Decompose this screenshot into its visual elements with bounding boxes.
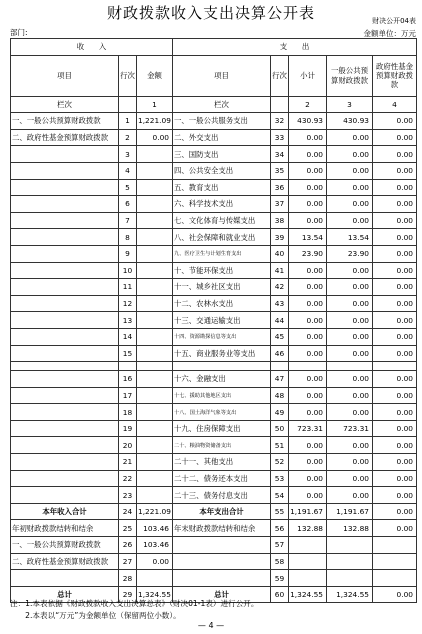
income-item-cell [11,387,119,404]
expense-item-cell: 十六、金融支出 [173,371,271,388]
general-budget-cell: 0.00 [327,129,373,146]
expense-item-cell: 二十二、债务还本支出 [173,470,271,487]
subtotal-cell: 0.00 [289,345,327,362]
income-amount-cell [137,196,173,213]
expense-row-no-cell: 51 [271,437,289,454]
income-amount-cell: 0.00 [137,553,173,570]
subtotal-cell: 0.00 [289,328,327,345]
income-row-no-cell: 12 [119,295,137,312]
income-amount-cell: 103.46 [137,520,173,537]
income-item-header: 项目 [11,55,119,96]
income-item-cell [11,295,119,312]
expense-row-no-cell: 50 [271,420,289,437]
income-row-no-cell: 3 [119,146,137,163]
income-row-no-cell: 8 [119,229,137,246]
expense-row-no-cell: 39 [271,229,289,246]
income-amount-cell [137,387,173,404]
expense-item-cell: 年末财政拨款结转和结余 [173,520,271,537]
expense-row-no-cell: 56 [271,520,289,537]
gov-fund-cell: 0.00 [373,146,417,163]
income-amount-cell [137,437,173,454]
income-amount-cell [137,345,173,362]
income-item-cell [11,146,119,163]
gov-fund-cell: 0.00 [373,312,417,329]
subtotal-cell: 0.00 [289,437,327,454]
income-item-cell: 一、一般公共预算财政拨款 [11,537,119,554]
gov-fund-cell: 0.00 [373,113,417,130]
income-row-no-cell: 13 [119,312,137,329]
page-number: — 4 — [197,621,225,630]
income-item-cell [11,371,119,388]
income-amount-cell [137,229,173,246]
income-amount-cell [137,420,173,437]
general-budget-header: 一般公共预算财政拨款 [327,55,373,96]
income-item-cell: 总计 [11,586,119,603]
subtotal-cell: 132.88 [289,520,327,537]
subtotal-cell: 0.00 [289,454,327,471]
income-item-cell [11,212,119,229]
general-budget-cell: 0.00 [327,454,373,471]
gov-fund-cell: 0.00 [373,387,417,404]
subtotal-cell: 0.00 [289,129,327,146]
subtotal-cell: 0.00 [289,179,327,196]
subtotal-cell [289,570,327,587]
income-row-no-cell: 19 [119,420,137,437]
table-row [11,570,417,587]
income-amount-cell: 1,324.55 [137,586,173,603]
income-amount-cell: 0.00 [137,129,173,146]
income-item-cell [11,262,119,279]
general-budget-cell: 0.00 [327,371,373,388]
gov-fund-cell: 0.00 [373,212,417,229]
expense-row-no-cell: 32 [271,113,289,130]
subtotal-cell: 13.54 [289,229,327,246]
income-item-cell [11,312,119,329]
expense-row-no-cell: 33 [271,129,289,146]
general-budget-cell: 723.31 [327,420,373,437]
general-budget-cell [327,570,373,587]
income-row-no-cell: 29 [119,586,137,603]
income-row-no-cell: 21 [119,454,137,471]
subtotal-header: 小计 [289,55,327,96]
income-row-no-cell: 23 [119,487,137,504]
subtotal-cell: 723.31 [289,420,327,437]
general-budget-cell: 0.00 [327,387,373,404]
general-budget-cell: 1,191.67 [327,503,373,520]
income-row-no-cell: 20 [119,437,137,454]
income-row-no-cell: 26 [119,537,137,554]
gov-fund-cell: 0.00 [373,295,417,312]
gov-fund-cell: 0.00 [373,487,417,504]
income-amount-cell: 1,221.09 [137,113,173,130]
subtotal-cell: 0.00 [289,404,327,421]
table-row [11,162,417,179]
income-item-cell: 年初财政拨款结转和结余 [11,520,119,537]
table-row [11,371,417,388]
table-row [11,295,417,312]
expense-item-cell: 二十三、债务付息支出 [173,487,271,504]
expense-row-no-cell: 58 [271,553,289,570]
expense-item-cell: 八、社会保障和就业支出 [173,229,271,246]
expense-row-no-cell: 41 [271,262,289,279]
expense-item-cell [173,553,271,570]
subtotal-cell: 0.00 [289,279,327,296]
col4-label: 4 [373,96,417,113]
income-row-no-cell: 27 [119,553,137,570]
gov-fund-cell [373,553,417,570]
gov-fund-cell: 0.00 [373,520,417,537]
expense-header: 支 出 [173,39,417,56]
general-budget-cell: 0.00 [327,312,373,329]
general-budget-cell: 0.00 [327,279,373,296]
table-row [11,312,417,329]
income-item-cell [11,420,119,437]
subtotal-cell: 0.00 [289,371,327,388]
expense-row-no-cell: 43 [271,295,289,312]
expense-item-cell [173,537,271,554]
general-budget-cell: 430.93 [327,113,373,130]
general-budget-cell: 0.00 [327,295,373,312]
gov-fund-cell: 0.00 [373,404,417,421]
income-item-cell [11,437,119,454]
gov-fund-cell: 0.00 [373,279,417,296]
subtotal-cell [289,553,327,570]
table-row [11,420,417,437]
income-row-no-cell: 2 [119,129,137,146]
form-code: 财决公开04表 [372,17,416,25]
income-amount-cell [137,262,173,279]
general-budget-cell: 1,324.55 [327,586,373,603]
general-budget-cell: 0.00 [327,146,373,163]
gov-fund-cell: 0.00 [373,162,417,179]
note-line-1: 注：1.本表依据《财政拨款收入支出决算总表》（财决01-1表）进行公开。 [10,599,259,608]
table-row [11,437,417,454]
subtotal-cell: 1,191.67 [289,503,327,520]
general-budget-cell: 132.88 [327,520,373,537]
income-item-cell [11,196,119,213]
table-row [11,537,417,554]
general-budget-cell: 0.00 [327,212,373,229]
general-budget-cell: 13.54 [327,229,373,246]
subtotal-cell: 0.00 [289,387,327,404]
income-amount-cell [137,279,173,296]
subtotal-cell: 0.00 [289,487,327,504]
table-row [11,553,417,570]
income-item-cell: 本年收入合计 [11,503,119,520]
general-budget-cell: 0.00 [327,470,373,487]
expense-row-no-cell: 52 [271,454,289,471]
table-row [11,345,417,362]
gov-fund-cell: 0.00 [373,129,417,146]
finance-table [10,38,417,603]
expense-row-no-cell: 40 [271,245,289,262]
income-item-cell [11,570,119,587]
income-amount-cell [137,487,173,504]
general-budget-cell: 23.90 [327,245,373,262]
expense-item-cell [173,570,271,587]
table-row [11,196,417,213]
subtotal-cell: 23.90 [289,245,327,262]
expense-row-no-cell: 60 [271,586,289,603]
page-break-gap [11,362,417,371]
expense-row-no-cell: 49 [271,404,289,421]
gov-fund-cell: 0.00 [373,454,417,471]
income-col-label: 栏次 [11,96,119,113]
expense-row-no-cell: 54 [271,487,289,504]
subtotal-cell: 0.00 [289,196,327,213]
expense-item-cell: 二、外交支出 [173,129,271,146]
subtotal-cell: 1,324.55 [289,586,327,603]
gov-fund-cell: 0.00 [373,262,417,279]
table-row [11,229,417,246]
table-row [11,404,417,421]
gov-fund-cell: 0.00 [373,328,417,345]
col3-label: 3 [327,96,373,113]
income-item-cell [11,229,119,246]
subtotal-cell: 0.00 [289,262,327,279]
income-row-no-cell: 28 [119,570,137,587]
income-row-no-cell: 5 [119,179,137,196]
gov-fund-cell: 0.00 [373,179,417,196]
gov-fund-header: 政府性基金预算财政拨款 [373,55,417,96]
general-budget-cell: 0.00 [327,196,373,213]
gov-fund-cell: 0.00 [373,245,417,262]
table-row [11,129,417,146]
table-row [11,179,417,196]
table-row [11,520,417,537]
table-row [11,503,417,520]
expense-row-no-cell: 47 [271,371,289,388]
income-item-cell [11,328,119,345]
income-row-no-cell: 10 [119,262,137,279]
income-amount-cell [137,245,173,262]
expense-item-cell: 三、国防支出 [173,146,271,163]
income-amount-cell [137,328,173,345]
income-item-cell [11,279,119,296]
expense-row-no-cell: 34 [271,146,289,163]
gov-fund-cell: 0.00 [373,437,417,454]
expense-row-no-cell: 48 [271,387,289,404]
income-item-cell: 二、政府性基金预算财政拨款 [11,129,119,146]
income-row-no-cell: 1 [119,113,137,130]
gov-fund-cell: 0.00 [373,470,417,487]
department-label: 部门: [10,28,28,37]
expense-item-cell: 本年支出合计 [173,503,271,520]
income-row-no-cell: 9 [119,245,137,262]
expense-row-no-cell: 35 [271,162,289,179]
general-budget-cell: 0.00 [327,179,373,196]
gov-fund-cell [373,537,417,554]
expense-item-cell: 七、文化体育与传媒支出 [173,212,271,229]
expense-item-cell: 十五、商业服务业等支出 [173,345,271,362]
table-row [11,146,417,163]
gov-fund-cell: 0.00 [373,196,417,213]
income-row-no-cell: 16 [119,371,137,388]
expense-item-cell: 四、公共安全支出 [173,162,271,179]
income-amount-cell [137,295,173,312]
income-amount-cell: 103.46 [137,537,173,554]
income-item-cell [11,162,119,179]
income-row-no-cell: 15 [119,345,137,362]
gov-fund-cell: 0.00 [373,420,417,437]
income-row-no-cell: 25 [119,520,137,537]
general-budget-cell: 0.00 [327,345,373,362]
unit-label: 金额单位：万元 [363,29,416,38]
expense-row-no-cell: 53 [271,470,289,487]
income-item-cell [11,454,119,471]
income-item-cell: 一、一般公共预算财政拨款 [11,113,119,130]
table-row [11,245,417,262]
report-title: 财政拨款收入支出决算公开表 [106,4,315,22]
expense-row-no-cell: 59 [271,570,289,587]
income-item-cell [11,470,119,487]
income-amount-cell: 1,221.09 [137,503,173,520]
income-row-no-cell: 4 [119,162,137,179]
expense-row-no-cell: 44 [271,312,289,329]
general-budget-cell [327,553,373,570]
expense-row-no-cell: 46 [271,345,289,362]
table-row [11,113,417,130]
expense-col-label: 栏次 [173,96,271,113]
expense-row-no-cell: 45 [271,328,289,345]
expense-item-cell: 十三、交通运输支出 [173,312,271,329]
expense-row-no-cell: 42 [271,279,289,296]
table-row [11,487,417,504]
expense-item-cell: 总计 [173,586,271,603]
expense-row-no-cell: 55 [271,503,289,520]
general-budget-cell: 0.00 [327,328,373,345]
table-row [11,328,417,345]
income-amount-cell [137,146,173,163]
table-row [11,279,417,296]
subtotal-cell: 0.00 [289,312,327,329]
gov-fund-cell: 0.00 [373,345,417,362]
income-amount-cell [137,371,173,388]
income-item-cell [11,245,119,262]
income-item-cell: 二、政府性基金预算财政拨款 [11,553,119,570]
income-amount-header: 金额 [137,55,173,96]
income-item-cell [11,179,119,196]
income-row-no-cell: 11 [119,279,137,296]
subtotal-cell [289,537,327,554]
note-line-2: 2.本表以“万元”为金额单位（保留两位小数）。 [10,611,181,620]
general-budget-cell: 0.00 [327,437,373,454]
expense-row-no-header: 行次 [271,55,289,96]
income-row-no-cell: 17 [119,387,137,404]
income-amount-cell [137,179,173,196]
header-row-columns [11,55,417,96]
table-row [11,470,417,487]
subtotal-cell: 430.93 [289,113,327,130]
expense-item-cell: 十、节能环保支出 [173,262,271,279]
gov-fund-cell [373,570,417,587]
expense-item-cell: 十一、城乡社区支出 [173,279,271,296]
income-row-no-header: 行次 [119,55,137,96]
income-amount-cell [137,470,173,487]
expense-item-cell: 十八、国土海洋气象等支出 [173,404,271,421]
header-row-colnums [11,96,417,113]
gov-fund-cell: 0.00 [373,503,417,520]
income-item-cell [11,345,119,362]
income-header: 收 入 [11,39,173,56]
gov-fund-cell: 0.00 [373,586,417,603]
col1-label: 1 [137,96,173,113]
income-row-no-cell: 24 [119,503,137,520]
expense-item-cell: 九、医疗卫生与计划生育支出 [173,245,271,262]
general-budget-cell: 0.00 [327,487,373,504]
income-item-cell [11,487,119,504]
subtotal-cell: 0.00 [289,146,327,163]
general-budget-cell: 0.00 [327,262,373,279]
expense-row-no-cell: 57 [271,537,289,554]
general-budget-cell: 0.00 [327,162,373,179]
expense-item-cell: 十七、援助其他地区支出 [173,387,271,404]
subtotal-cell: 0.00 [289,295,327,312]
gov-fund-cell: 0.00 [373,371,417,388]
income-amount-cell [137,212,173,229]
expense-item-cell: 十二、农林水支出 [173,295,271,312]
table-row [11,454,417,471]
expense-item-cell: 十九、住房保障支出 [173,420,271,437]
income-item-cell [11,404,119,421]
table-row [11,212,417,229]
expense-item-cell: 五、教育支出 [173,179,271,196]
expense-row-no-cell: 37 [271,196,289,213]
income-amount-cell [137,404,173,421]
income-row-no-cell: 22 [119,470,137,487]
expense-item-header: 项目 [173,55,271,96]
income-amount-cell [137,312,173,329]
expense-row-no-cell: 38 [271,212,289,229]
header-row-group [11,39,417,56]
income-amount-cell [137,162,173,179]
subtotal-cell: 0.00 [289,470,327,487]
subtotal-cell: 0.00 [289,162,327,179]
expense-item-cell: 一、一般公共服务支出 [173,113,271,130]
income-amount-cell [137,454,173,471]
income-row-no-cell: 14 [119,328,137,345]
income-row-no-cell: 6 [119,196,137,213]
table-row [11,387,417,404]
income-row-no-cell: 7 [119,212,137,229]
expense-item-cell: 二十一、其他支出 [173,454,271,471]
general-budget-cell: 0.00 [327,404,373,421]
expense-item-cell: 六、科学技术支出 [173,196,271,213]
expense-item-cell: 二十、粮油物资储备支出 [173,437,271,454]
gov-fund-cell: 0.00 [373,229,417,246]
table-row [11,262,417,279]
expense-item-cell: 十四、资源勘探信息等支出 [173,328,271,345]
general-budget-cell [327,537,373,554]
expense-row-no-cell: 36 [271,179,289,196]
income-amount-cell [137,570,173,587]
subtotal-cell: 0.00 [289,212,327,229]
income-row-no-cell: 18 [119,404,137,421]
col2-label: 2 [289,96,327,113]
